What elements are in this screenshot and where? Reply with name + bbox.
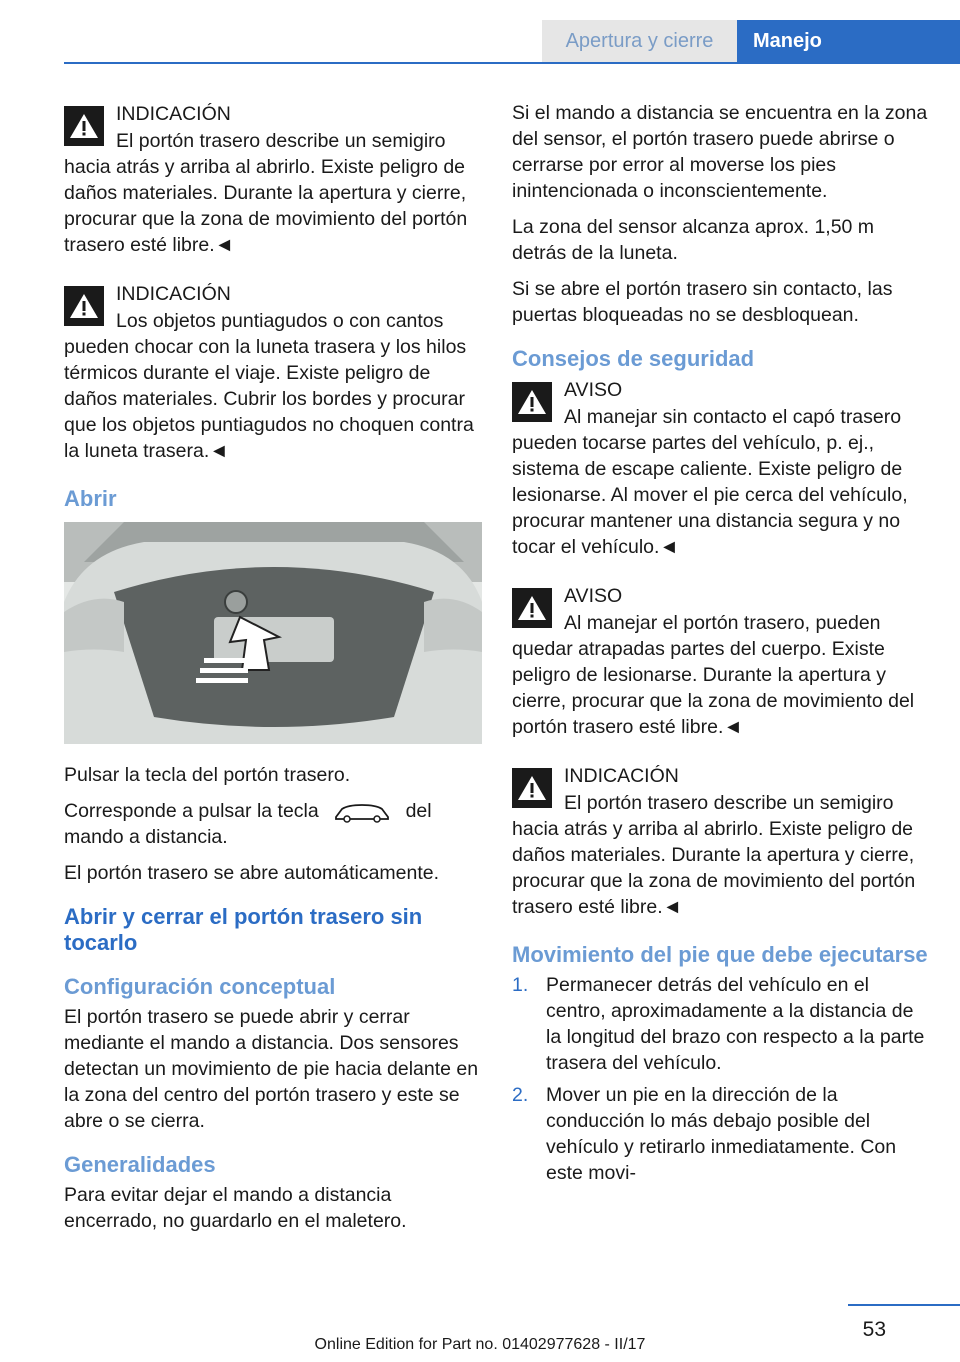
- paragraph: El portón trasero se puede abrir y cerrar mediante el mando a distancia. Dos sensores detectan un movimiento de pie hacia delante en la zona del centro del portón trasero y este se abre o se cierra.: [64, 1006, 479, 1132]
- warning-title: AVISO: [564, 585, 623, 607]
- warning-triangle-icon: [64, 286, 104, 326]
- steps-list: [512, 972, 932, 1186]
- paragraph: Pulsar la tecla del portón trasero.: [64, 764, 351, 786]
- warning-title: AVISO: [564, 379, 623, 401]
- paragraph-part: Corresponde a pulsar la tecla: [64, 800, 319, 822]
- step-number: 1.: [512, 974, 529, 996]
- footer-rule: [848, 1304, 960, 1306]
- tailgate-illustration: [64, 522, 482, 744]
- list-item: [512, 972, 932, 1076]
- step-text: Permanecer detrás del vehículo en el centro, aproximadamente a la distancia de la longitud del brazo con respecto a la parte trasera del vehículo.: [546, 974, 925, 1074]
- warning-triangle-icon: [512, 382, 552, 422]
- header-chapter-tab: Manejo: [737, 20, 960, 62]
- heading-contactless: Abrir y cerrar el portón trasero sin tocarlo: [64, 904, 423, 955]
- warning-body: Al manejar sin contacto el capó trasero pueden tocarse partes del vehículo, p. ej., sistema de escape caliente. Existe peligro de lesionarse. Al mover el pie cerca del vehículo, procurar mantener una distancia segura y no tocar el vehículo.◄: [512, 406, 908, 558]
- warning-body: Al manejar el portón trasero, pueden quedar atrapadas partes del cuerpo. Existe peligro de lesionarse. Durante la apertura y cierre, procurar que la zona de movimiento del portón trasero esté libre.◄: [512, 612, 915, 738]
- warning-title: INDICACIÓN: [116, 103, 231, 125]
- list-item: [512, 1082, 932, 1186]
- left-column: [64, 100, 482, 1244]
- warning-title: INDICACIÓN: [116, 283, 231, 305]
- paragraph: Si se abre el portón trasero sin contacto, las puertas bloqueadas no se desbloquean.: [512, 278, 893, 326]
- heading-open: Abrir: [64, 486, 117, 511]
- warning-box: [64, 100, 482, 258]
- heading-foot-movement: Movimiento del pie que debe ejecutarse: [512, 942, 928, 967]
- warning-title: INDICACIÓN: [564, 765, 679, 787]
- paragraph: [64, 798, 482, 850]
- paragraph: El portón trasero se abre automáticamente.: [64, 862, 440, 884]
- paragraph: La zona del sensor alcanza aprox. 1,50 m detrás de la luneta.: [512, 216, 875, 264]
- paragraph: Si el mando a distancia se encuentra en la zona del sensor, el portón trasero puede abrirse o cerrarse por error al moverse los pies inintencionada o inconscientemente.: [512, 102, 928, 202]
- warning-box: [512, 376, 932, 560]
- warning-body: El portón trasero describe un semigiro hacia atrás y arriba al abrirlo. Existe peligro de daños materiales. Durante la apertura y cierre, procurar que la zona de movimiento del portón trasero esté libre.◄: [64, 130, 468, 256]
- warning-triangle-icon: [64, 106, 104, 146]
- right-column: [512, 100, 932, 1192]
- warning-box: [64, 280, 482, 464]
- step-number: 2.: [512, 1084, 529, 1106]
- warning-box: [512, 582, 932, 740]
- warning-body: Los objetos puntiagudos o con cantos pueden chocar con la luneta trasera y los hilos térmicos durante el viaje. Existe peligro de daños materiales. Cubrir los bordes y procurar que los objetos puntiagudos no choquen contra la luneta trasera.◄: [64, 310, 474, 462]
- warning-triangle-icon: [512, 588, 552, 628]
- heading-safety: Consejos de seguridad: [512, 346, 755, 371]
- step-text: Mover un pie en la dirección de la conducción lo más debajo posible del vehículo y retirarlo inmediatamente. Con este movi-: [546, 1084, 897, 1184]
- heading-concept: Configuración conceptual: [64, 974, 336, 999]
- edition-footer: Online Edition for Part no. 01402977628 - II/17: [314, 1336, 646, 1353]
- paragraph-part: del mando a distancia.: [64, 800, 432, 848]
- paragraph: Para evitar dejar el mando a distancia encerrado, no guardarlo en el maletero.: [64, 1184, 407, 1232]
- car-key-icon: [332, 801, 392, 823]
- header-section-tab: Apertura y cierre: [542, 20, 737, 62]
- header-rule: [64, 62, 960, 64]
- heading-general: Generalidades: [64, 1152, 216, 1177]
- warning-triangle-icon: [512, 768, 552, 808]
- page-number: 53: [862, 1318, 886, 1341]
- warning-body: El portón trasero describe un semigiro hacia atrás y arriba al abrirlo. Existe peligro de daños materiales. Durante la apertura y cierre, procurar que la zona de movimiento del portón trasero esté libre.◄: [512, 792, 916, 918]
- warning-box: [512, 762, 932, 920]
